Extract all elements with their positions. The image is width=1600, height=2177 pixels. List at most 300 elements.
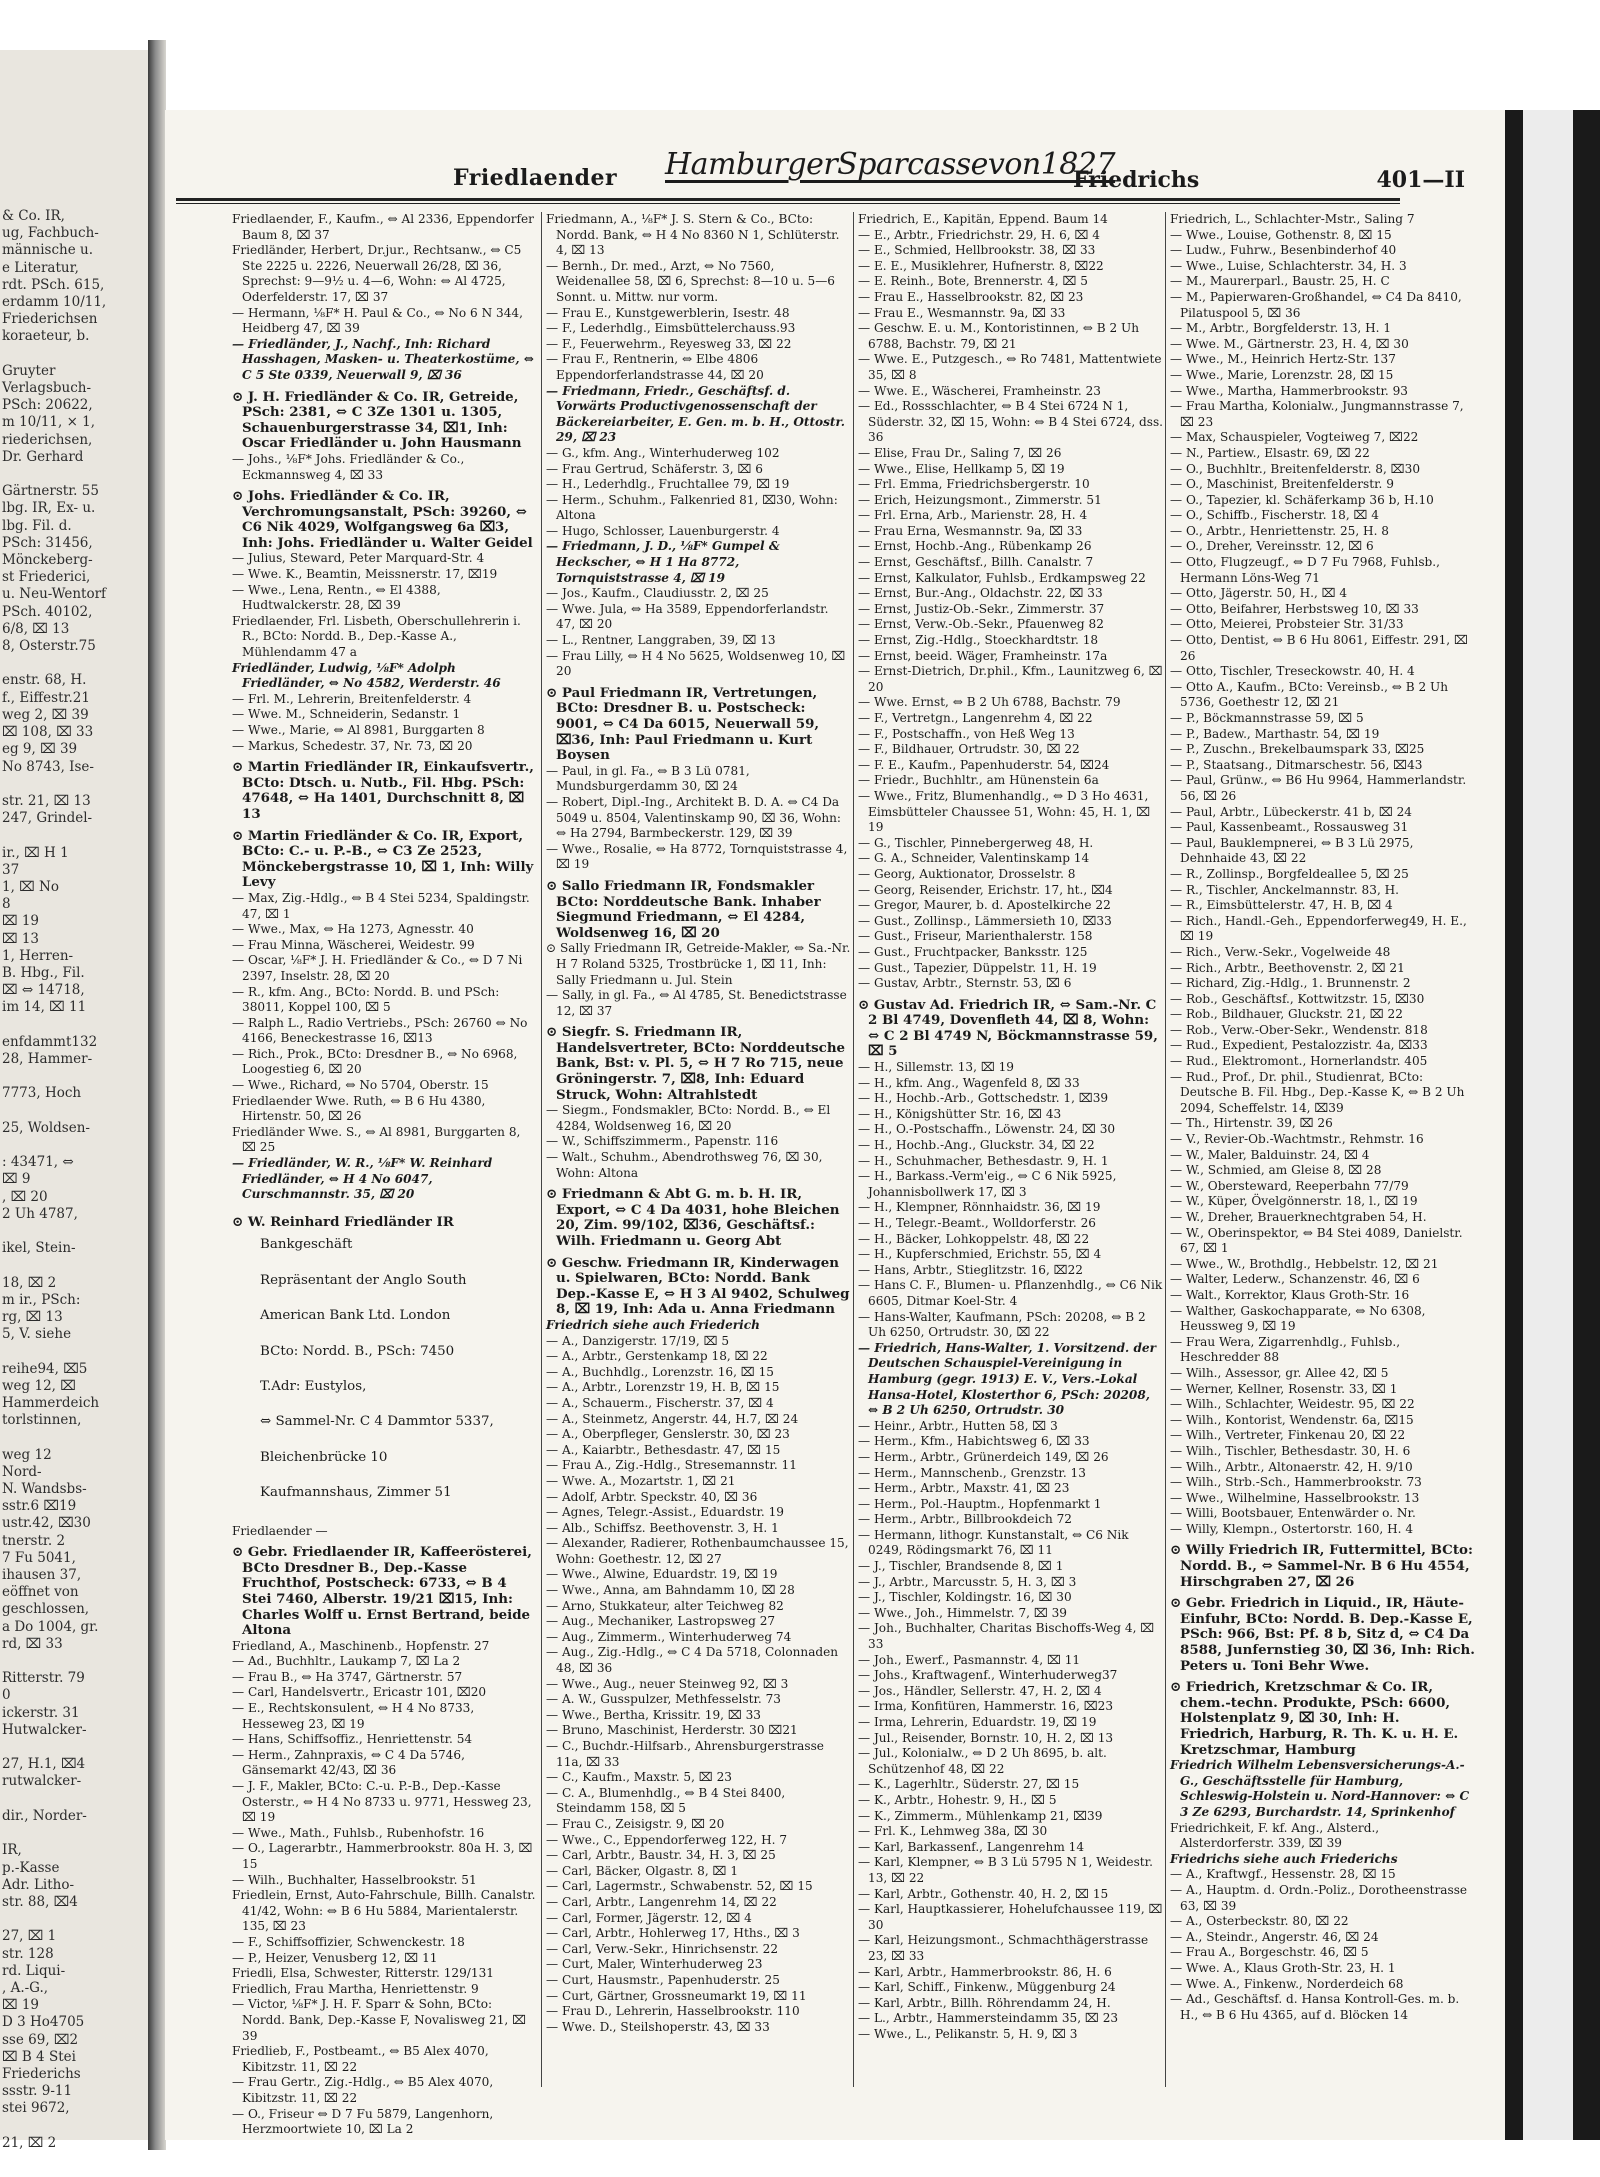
directory-entry: Friedlein, Ernst, Auto-Fahrschule, Billh. Canalstr. 41/42, Wohn: ⇔ B 6 Hu 5884, Marientalerstr. 135, ⌧ 23 — [232, 1888, 536, 1934]
directory-entry: Friedrich siehe auch Friederich — [546, 1317, 760, 1332]
directory-entry: — Karl, Klempner, ⇔ B 3 Lü 5795 N 1, Weidestr. 13, ⌧ 22 — [858, 1855, 1153, 1885]
previous-page-fragment: eöffnet von — [2, 1584, 79, 1601]
previous-page-fragment: 247, Grindel- — [2, 810, 93, 827]
previous-page-fragment: str. 21, ⌧ 13 — [2, 792, 91, 809]
page-header — [165, 145, 1485, 205]
previous-page-fragment: weg 12, ⌧ — [2, 1377, 76, 1394]
previous-page-fragment: lbg. IR, Ex- u. — [2, 500, 96, 517]
previous-page-fragment: 5, V. siehe — [2, 1326, 72, 1343]
previous-page-fragment: 2 Uh 4787, — [2, 1205, 78, 1222]
directory-entry: — Wwe., Rosalie, ⇔ Ha 8772, Tornquiststrasse 4, ⌧ 19 — [546, 841, 848, 872]
directory-entry: — A., Osterbeckstr. 80, ⌧ 22 — [1170, 1914, 1349, 1929]
directory-entry: — Rud., Prof., Dr. phil., Studienrat, BCto: Deutsche B. Fil. Hbg., Dep.-Kasse K, ⇔ B 2 Uh 2094, Scheffelstr. 14, ⌧39 — [1170, 1069, 1465, 1115]
directory-entry: — Wwe., C., Eppendorferweg 122, H. 7 — [546, 1832, 788, 1847]
directory-entry: — Joh., Ewerf., Pasmannstr. 4, ⌧ 11 — [858, 1652, 1081, 1667]
previous-page-fragment: geschlossen, — [2, 1601, 90, 1618]
directory-entry: — Rob., Verw.-Ober-Sekr., Wendenstr. 818 — [1170, 1022, 1428, 1037]
directory-entry: — Max, Schauspieler, Vogteiweg 7, ⌧22 — [1170, 430, 1419, 445]
directory-entry: — Ernst, Zig.-Hdlg., Stoeckhardtstr. 18 — [858, 633, 1099, 648]
previous-page-text-fragments — [0, 50, 150, 2152]
directory-entry: — Gustav, Arbtr., Sternstr. 53, ⌧ 6 — [858, 976, 1072, 991]
directory-entry: — Wwe. Jula, ⇔ Ha 3589, Eppendorferlandstr. 47, ⌧ 20 — [546, 601, 829, 632]
firm-entry: ⊙ Gustav Ad. Friedrich IR, ⇔ Sam.-Nr. C 2 Bl 4749, Dovenfleth 44, ⌧ 8, Wohn: ⇔ C 2 Bl 4749 N, Böckmannstrasse 59, ⌧ 5 — [858, 996, 1158, 1060]
directory-entry: — K., Zimmerm., Mühlenkamp 21, ⌧39 — [858, 1808, 1103, 1823]
directory-entry: — Irma, Lehrerin, Eduardstr. 19, ⌧ 19 — [858, 1715, 1097, 1729]
directory-entry: — Hans-Walter, Kaufmann, PSch: 20208, ⇔ B 2 Uh 6250, Ortrudstr. 30, ⌧ 22 — [858, 1309, 1146, 1340]
directory-entry: — Agnes, Telegr.-Assist., Eduardstr. 19 — [546, 1505, 784, 1520]
directory-entry: — Th., Hirtenstr. 39, ⌧ 26 — [1170, 1116, 1333, 1131]
directory-entry: — Geschw. E. u. M., Kontoristinnen, ⇔ B 2 Uh 6788, Bachstr. 79, ⌧ 21 — [858, 321, 1139, 351]
directory-entry: — Bernh., Dr. med., Arzt, ⇔ No 7560, Weidenallee 58, ⌧ 6, Sprechst: 8—10 u. 5—6 Sonnt. u. Mittw. nur vorm. — [546, 258, 835, 304]
directory-entry: — Herm., Pol.-Hauptm., Hopfenmarkt 1 — [858, 1496, 1102, 1511]
directory-entry: — Frau Lilly, ⇔ H 4 No 5625, Woldsenweg 10, ⌧ 20 — [546, 648, 846, 679]
directory-entry: Friedrich, E., Kapitän, Eppend. Baum 14 — [858, 212, 1108, 226]
directory-entry: — Friedländer, J., Nachf., Inh: Richard Hasshagen, Masken- u. Theaterkostüme, ⇔ C 5 Ste 0339, Neuerwall 9, ⌧ 36 — [232, 336, 534, 382]
directory-entry: Friedlieb, F., Postbeamt., ⇔ B5 Alex 4070, Kibitzstr. 11, ⌧ 22 — [232, 2044, 489, 2074]
directory-entry: — Joh., Buchhalter, Charitas Bischoffs-Weg 4, ⌧ 33 — [858, 1621, 1155, 1652]
directory-entry: Friedli, Elsa, Schwester, Ritterstr. 129/131 — [232, 1966, 494, 1981]
directory-entry: — Ed., Rossschlachter, ⇔ B 4 Stei 6724 N 1, Süderstr. 32, ⌧ 15, Wohn: ⇔ B 4 Stei 6724, dss. 36 — [858, 399, 1164, 445]
header-rule — [176, 198, 1400, 201]
directory-entry: — Carl, Arbtr., Baustr. 34, H. 3, ⌧ 25 — [546, 1848, 776, 1863]
previous-page-fragment: a Do 1004, gr. — [2, 1618, 99, 1635]
directory-entry: — H., Lederhdlg., Fruchtallee 79, ⌧ 19 — [546, 477, 790, 492]
previous-page-fragment: e Literatur, — [2, 259, 79, 276]
advert-line: Kaufmannshaus, Zimmer 51 — [260, 1485, 452, 1501]
directory-entry: — Hans, Arbtr., Stieglitzstr. 16, ⌧22 — [858, 1262, 1083, 1277]
directory-entry: — Wwe., Richard, ⇔ No 5704, Oberstr. 15 — [232, 1078, 489, 1093]
directory-entry: Friedrich, L., Schlachter-Mstr., Saling 7 — [1170, 212, 1415, 226]
directory-entry: — E. Reinh., Bote, Brennerstr. 4, ⌧ 5 — [858, 274, 1088, 289]
directory-entry: — Wwe., Anna, am Bahndamm 10, ⌧ 28 — [546, 1583, 795, 1598]
directory-entry: — Carl, Lagermstr., Schwabenstr. 52, ⌧ 15 — [546, 1879, 813, 1894]
directory-entry: — Frau A., Zig.-Hdlg., Stresemannstr. 11 — [546, 1458, 797, 1473]
directory-entry: — F., Lederhdlg., Eimsbüttelerchauss.93 — [546, 321, 796, 336]
directory-entry: — Wwe., Wilhelmine, Hasselbrookstr. 13 — [1170, 1490, 1420, 1505]
directory-entry: — Wwe. K., Beamtin, Meissnerstr. 17, ⌧19 — [232, 567, 498, 582]
directory-entry: Friedlaender, F., Kaufm., ⇔ Al 2336, Eppendorfer Baum 8, ⌧ 37 — [232, 212, 534, 242]
directory-entry: — F., Schiffsoffizier, Schwenckestr. 18 — [232, 1934, 465, 1949]
previous-page-fragment: Friederichsen — [2, 311, 98, 328]
directory-entry: — Wwe. M., Schneiderin, Sedanstr. 1 — [232, 707, 461, 722]
directory-entry: — Paul, in gl. Fa., ⇔ B 3 Lü 0781, Mundsburgerdamm 30, ⌧ 24 — [546, 763, 750, 794]
previous-page-fragment: ⌧ 19 — [2, 1997, 40, 2014]
directory-entry: — Wwe., Martha, Hammerbrookstr. 93 — [1170, 383, 1408, 398]
directory-entry: — P., Staatsang., Ditmarschestr. 56, ⌧43 — [1170, 757, 1423, 772]
directory-entry: — Hermann, ⅛F* H. Paul & Co., ⇔ No 6 N 344, Heidberg 47, ⌧ 39 — [232, 305, 523, 336]
directory-entry: — Rob., Bildhauer, Gluckstr. 21, ⌧ 22 — [1170, 1007, 1403, 1022]
advert-line: ⇔ Sammel-Nr. C 4 Dammtor 5337, — [260, 1414, 494, 1430]
directory-entry: — F., Vertretgn., Langenrehm 4, ⌧ 22 — [858, 711, 1093, 725]
directory-entry: — Gust., Friseur, Marienthalerstr. 158 — [858, 929, 1093, 944]
previous-page-fragment: enfdammt132 — [2, 1033, 98, 1050]
directory-entry: — O., Lagerarbtr., Hammerbrookstr. 80a H. 3, ⌧ 15 — [232, 1841, 533, 1871]
directory-column-3 — [858, 212, 1163, 2092]
directory-entry: — Wwe. D., Steilshoperstr. 43, ⌧ 33 — [546, 2019, 770, 2034]
directory-entry: — A., Arbtr., Gerstenkamp 18, ⌧ 22 — [546, 1349, 768, 1364]
directory-entry: — Max, Zig.-Hdlg., ⇔ B 4 Stei 5234, Spaldingstr. 47, ⌧ 1 — [232, 890, 530, 921]
directory-entry: — O., Friseur ⇔ D 7 Fu 5879, Langenhorn, Herzmoortwiete 10, ⌧ La 2 — [232, 2106, 494, 2137]
directory-entry: — Frau C., Zeisigstr. 9, ⌧ 20 — [546, 1816, 725, 1831]
directory-entry: — O., Buchhltr., Breitenfelderstr. 8, ⌧30 — [1170, 461, 1421, 476]
previous-page-fragment: 8 — [2, 896, 11, 913]
directory-entry: — H., Sillemstr. 13, ⌧ 19 — [858, 1060, 1014, 1075]
directory-entry: — Otto, Tischler, Treseckowstr. 40, H. 4 — [1170, 664, 1415, 679]
directory-entry: — O., Tapezier, kl. Schäferkamp 36 b, H.10 — [1170, 492, 1434, 507]
previous-page-fragment: f., Eiffestr.21 — [2, 689, 90, 706]
directory-entry: — Frau Martha, Kolonialw., Jungmannstrasse 7, ⌧ 23 — [1170, 399, 1464, 429]
previous-page-fragment: & Co. IR, — [2, 208, 65, 224]
directory-entry: — W., Schiffszimmerm., Papenstr. 116 — [546, 1134, 779, 1149]
previous-page-fragment: 0 — [2, 1687, 11, 1704]
directory-entry: — Wwe. A., Mozartstr. 1, ⌧ 21 — [546, 1473, 736, 1488]
directory-entry: — Walther, Gaskochapparate, ⇔ No 6308, Heussweg 9, ⌧ 19 — [1170, 1303, 1426, 1334]
entry-gap — [232, 1203, 537, 1209]
directory-entry: — Werner, Kellner, Rosenstr. 33, ⌧ 1 — [1170, 1381, 1398, 1396]
directory-entry: — Wwe., Marie, ⇔ Al 8981, Burggarten 8 — [232, 723, 485, 737]
previous-page-fragment: ir., ⌧ H 1 — [2, 844, 69, 861]
previous-page-fragment — [2, 1739, 150, 1756]
previous-page-fragment — [2, 1103, 150, 1120]
directory-entry: — Hans, Schiffsoffiz., Henriettenstr. 54 — [232, 1732, 473, 1747]
directory-entry: Friedrichs siehe auch Friederichs — [1170, 1851, 1398, 1866]
previous-page-fragment — [2, 1223, 150, 1240]
previous-page-fragment: p.-Kasse — [2, 1859, 60, 1876]
previous-page-fragment: Gruyter — [2, 362, 56, 379]
directory-entry: — C., Buchdr.-Hilfsarb., Ahrensburgerstrasse 11a, ⌧ 33 — [546, 1739, 824, 1769]
previous-page-fragment: u. Neu-Wentorf — [2, 586, 107, 603]
directory-entry: — L., Arbtr., Hammersteindamm 35, ⌧ 23 — [858, 2011, 1119, 2026]
directory-entry: — Frau E., Wesmannstr. 9a, ⌧ 33 — [858, 305, 1066, 320]
directory-entry: — Herm., Kfm., Habichtsweg 6, ⌧ 33 — [858, 1434, 1090, 1449]
previous-page-fragment — [2, 1257, 150, 1274]
firm-entry: ⊙ Paul Friedmann IR, Vertretungen, BCto: Dresdner B. u. Postscheck: 9001, ⇔ C4 Da 6015, Neuerwall 59, ⌧36, Inh: Paul Friedmann u. Kurt Boysen — [546, 684, 820, 764]
directory-entry: — G., Tischler, Pinnebergerweg 48, H. — [858, 835, 1094, 850]
directory-entry: — A., Hauptm. d. Ordn.-Poliz., Dorotheenstrasse 63, ⌧ 39 — [1170, 1882, 1468, 1913]
directory-entry: — J., Tischler, Brandsende 8, ⌧ 1 — [858, 1559, 1064, 1574]
directory-entry: — Georg, Reisender, Erichstr. 17, ht., ⌧4 — [858, 882, 1113, 897]
directory-entry: — Karl, Schiff., Finkenw., Müggenburg 24 — [858, 1980, 1116, 1995]
directory-entry: — Hugo, Schlosser, Lauenburgerstr. 4 — [546, 523, 780, 538]
firm-entry: ⊙ Gebr. Friedrich in Liquid., IR, Häute-Einfuhr, BCto: Nordd. B. Dep.-Kasse E, PSch: 966, Bst: Pf. 8 b, Sitz d, ⇔ C4 Da 8588, Junfernstieg 30, ⌧ 36, Inh: Rich. Peters u. Toni Behr Wwe. — [1170, 1595, 1475, 1674]
directory-entry: — F. E., Kaufm., Papenhuderstr. 54, ⌧24 — [858, 757, 1110, 772]
previous-page-fragment: reihe94, ⌧5 — [2, 1360, 88, 1377]
firm-entry: ⊙ Friedrich, Kretzschmar & Co. IR, chem.-techn. Produkte, PSch: 6600, Holstenplatz 9, ⌧ 30, Inh: H. Friedrich, Harburg, R. Th. K. u. H. E. Kretzschmar, Hamburg — [1170, 1679, 1459, 1758]
directory-entry: — Markus, Schedestr. 37, Nr. 73, ⌧ 20 — [232, 738, 473, 753]
directory-entry: — Friedr., Buchhltr., am Hünenstein 6a — [858, 773, 1099, 788]
previous-page-fragment: D 3 Ho4705 — [2, 2014, 85, 2031]
directory-entry: — Jos., Händler, Sellerstr. 47, H. 2, ⌧ 4 — [858, 1683, 1102, 1698]
previous-page-fragment: torlstinnen, — [2, 1412, 82, 1429]
previous-page-fragment — [2, 827, 150, 844]
directory-entry: — Ernst, Geschäftsf., Billh. Canalstr. 7 — [858, 555, 1094, 570]
directory-entry: — Ernst, Kalkulator, Fuhlsb., Erdkampsweg 22 — [858, 570, 1146, 585]
directory-entry: — Johs., ⅛F* Johs. Friedländer & Co., Eckmannsweg 4, ⌧ 33 — [232, 451, 465, 482]
directory-entry: — A., Kraftwgf., Hessenstr. 28, ⌧ 15 — [1170, 1867, 1396, 1882]
previous-page-fragment — [2, 1343, 150, 1360]
column-separator-2 — [853, 212, 854, 2087]
previous-page-fragment: rg, ⌧ 13 — [2, 1309, 63, 1325]
directory-entry: — P., Böckmannstrasse 59, ⌧ 5 — [1170, 711, 1364, 725]
directory-entry: — O., Arbtr., Henriettenstr. 25, H. 8 — [1170, 523, 1389, 538]
directory-entry: — Frau Gertr., Zig.-Hdlg., ⇔ B5 Alex 4070, Kibitzstr. 11, ⌧ 22 — [232, 2075, 494, 2105]
directory-entry: — Herm., Arbtr., Maxstr. 41, ⌧ 23 — [858, 1481, 1070, 1496]
directory-entry: Friedland, A., Maschinenb., Hopfenstr. 27 — [232, 1638, 490, 1653]
previous-page-fragment — [2, 346, 150, 363]
previous-page-fragment: 7 Fu 5041, — [2, 1549, 76, 1566]
directory-entry: — Carl, Verw.-Sekr., Hinrichsenstr. 22 — [546, 1941, 779, 1956]
previous-page-fragment: enstr. 68, H. — [2, 672, 87, 689]
directory-entry: — Carl, Handelsvertr., Ericastr 101, ⌧20 — [232, 1685, 487, 1700]
directory-entry: — Karl, Arbtr., Hammerbrookstr. 86, H. 6 — [858, 1964, 1112, 1979]
directory-entry: — Wwe. E., Putzgesch., ⇔ Ro 7481, Mattentwiete 35, ⌧ 8 — [858, 352, 1162, 382]
directory-entry: — Ernst, beeid. Wäger, Framheinstr. 17a — [858, 648, 1108, 663]
previous-page-fragment: IR, — [2, 1842, 22, 1859]
directory-entry: — F., Feuerwehrm., Reyesweg 33, ⌧ 22 — [546, 336, 792, 351]
directory-entry: — M., Papierwaren-Großhandel, ⇔ C4 Da 8410, Pilatuspool 5, ⌧ 36 — [1170, 289, 1462, 320]
book-spine-shadow — [148, 40, 166, 2150]
previous-page-fragment: rd, ⌧ 33 — [2, 1635, 63, 1652]
header-advertisement-logo: HamburgerSparcassevon1827 — [665, 147, 1116, 182]
directory-entry: — Hermann, lithogr. Kunstanstalt, ⇔ C6 Nik 0249, Rödingsmarkt 76, ⌧ 11 — [858, 1527, 1129, 1558]
firm-entry: ⊙ W. Reinhard Friedländer IR — [232, 1213, 454, 1230]
directory-entry: — Carl, Arbtr., Langenrehm 14, ⌧ 22 — [546, 1894, 777, 1909]
firm-entry: ⊙ Johs. Friedländer & Co. IR, Verchromungsanstalt, PSch: 39260, ⇔ C6 Nik 4029, Wolfgangsweg 6a ⌧3, Inh: Johs. Friedländer u. Walter Geidel — [232, 488, 533, 551]
directory-entry: — Rich., Prok., BCto: Dresdner B., ⇔ No 6968, Loogestieg 6, ⌧ 20 — [232, 1046, 518, 1077]
directory-entry: — Willi, Bootsbauer, Entenwärder o. Nr. — [1170, 1506, 1416, 1521]
directory-entry: Friedlich, Frau Martha, Henriettenstr. 9 — [232, 1981, 479, 1996]
firm-entry: ⊙ Geschw. Friedmann IR, Kinderwagen u. Spielwaren, BCto: Nordd. Bank Dep.-Kasse E, ⇔ H 3 Al 9402, Schulweg 8, ⌧ 19, Inh: Ada u. Anna Friedmann — [546, 1254, 850, 1318]
firm-entry: ⊙ Sallo Friedmann IR, Fondsmakler BCto: Norddeutsche Bank. Inhaber Siegmund Friedmann, ⇔ El 4284, Woldsenweg 16, ⌧ 20 — [546, 877, 821, 941]
directory-entry: — W., Dreher, Brauerknechtgraben 54, H. — [1170, 1210, 1427, 1224]
previous-page-fragment: PSch: 20622, — [2, 397, 93, 414]
directory-entry: — Julius, Steward, Peter Marquard-Str. 4 — [232, 551, 485, 566]
previous-page-fragment: ⌧ 13 — [2, 930, 40, 947]
directory-entry: — Wilh., Strb.-Sch., Hammerbrookstr. 73 — [1170, 1475, 1422, 1490]
directory-entry: — Carl, Bäcker, Olgastr. 8, ⌧ 1 — [546, 1863, 739, 1878]
directory-entry: — Wilh., Vertreter, Finkenau 20, ⌧ 22 — [1170, 1428, 1406, 1443]
directory-entry: — Herm., Zahnpraxis, ⇔ C 4 Da 5746, Gänsemarkt 42/43, ⌧ 36 — [232, 1747, 465, 1778]
directory-entry: — Arno, Stukkateur, alter Teichweg 82 — [546, 1598, 784, 1613]
previous-page-fragment: ug, Fachbuch- — [2, 225, 99, 242]
previous-page-fragment: 7773, Hoch — [2, 1085, 82, 1102]
directory-entry: — Frau D., Lehrerin, Hasselbrookstr. 110 — [546, 2004, 800, 2019]
directory-entry: — A. W., Gusspulzer, Methfesselstr. 73 — [546, 1692, 781, 1707]
directory-entry: — Alexander, Radierer, Rothenbaumchaussee 15, Wohn: Goethestr. 12, ⌧ 27 — [546, 1536, 849, 1566]
firm-entry: ⊙ J. H. Friedländer & Co. IR, Getreide, PSch: 2381, ⇔ C 3Ze 1301 u. 1305, Schauenburgerstrasse 34, ⌧1, Inh: Oscar Friedländer u. John Hausmann — [232, 388, 522, 452]
directory-entry: — M., Arbtr., Borgfelderstr. 13, H. 1 — [1170, 321, 1392, 336]
directory-entry: — Jul., Reisender, Bornstr. 10, H. 2, ⌧ 13 — [858, 1730, 1114, 1745]
directory-entry: — Ernst, Bur.-Ang., Oldachstr. 22, ⌧ 33 — [858, 586, 1103, 601]
directory-entry: — Curt, Hausmstr., Papenhuderstr. 25 — [546, 1972, 780, 1987]
previous-page-fragment: riederichsen, — [2, 431, 93, 448]
directory-entry: — H., Klempner, Rönnhaidstr. 36, ⌧ 19 — [858, 1200, 1101, 1215]
previous-page-fragment: weg 2, ⌧ 39 — [2, 706, 89, 723]
previous-page-fragment: m ir., PSch: — [2, 1291, 81, 1308]
previous-page-fragment — [2, 1429, 150, 1446]
directory-entry: — Elise, Frau Dr., Saling 7, ⌧ 26 — [858, 445, 1062, 460]
directory-entry: — Ernst-Dietrich, Dr.phil., Kfm., Launitzweg 6, ⌧ 20 — [858, 664, 1163, 694]
directory-entry: — Carl, Arbtr., Hohlerweg 17, Hths., ⌧ 3 — [546, 1926, 800, 1941]
directory-column-4 — [1170, 212, 1475, 2092]
directory-entry: Friedländer, Ludwig, ⅛F* Adolph Friedländer, ⇔ No 4582, Werderstr. 46 — [232, 660, 501, 691]
previous-page-fragment: str. 128 — [2, 1945, 54, 1962]
directory-entry: — J., Tischler, Koldingstr. 16, ⌧ 30 — [858, 1590, 1072, 1605]
directory-entry: — Wwe., Elise, Hellkamp 5, ⌧ 19 — [858, 461, 1065, 476]
previous-page-fragment: Nord- — [2, 1463, 42, 1480]
directory-entry: — Adolf, Arbtr. Speckstr. 40, ⌧ 36 — [546, 1489, 758, 1504]
directory-entry: — Herm., Schuhm., Falkenried 81, ⌧30, Wohn: Altona — [546, 492, 838, 523]
directory-entry: — Oscar, ⅛F* J. H. Friedländer & Co., ⇔ D 7 Ni 2397, Inselstr. 28, ⌧ 20 — [232, 953, 523, 983]
previous-page-fragment: stei 9672, — [2, 2100, 70, 2117]
previous-page-fragment — [2, 655, 150, 672]
directory-entry: — Wwe., Bertha, Krissitr. 19, ⌧ 33 — [546, 1707, 761, 1722]
directory-entry: — L., Rentner, Langgraben, 39, ⌧ 13 — [546, 633, 776, 648]
directory-entry: — Wwe., Lena, Rentn., ⇔ El 4388, Hudtwalckerstr. 28, ⌧ 39 — [232, 582, 441, 613]
directory-entry: — Rud., Expedient, Pestalozzistr. 4a, ⌧33 — [1170, 1038, 1428, 1053]
directory-entry: — Friedmann, Friedr., Geschäftsf. d. Vorwärts Productivgenossenschaft der Bäckereiarbeiter, E. Gen. m. b. H., Ottostr. 29, ⌧ 23 — [546, 383, 845, 445]
directory-entry: — R., Zollinsp., Borgfeldeallee 5, ⌧ 25 — [1170, 866, 1409, 881]
previous-page-fragment: ⌧ 9 — [2, 1171, 31, 1188]
directory-entry: — Frau E., Hasselbrookstr. 82, ⌧ 23 — [858, 289, 1084, 304]
directory-entry: — Wilh., Buchhalter, Hasselbrookstr. 51 — [232, 1872, 477, 1887]
directory-entry: Friedlaender — — [232, 1523, 328, 1538]
directory-entry: — G., kfm. Ang., Winterhuderweg 102 — [546, 445, 780, 460]
directory-entry: — Wwe., Max, ⇔ Ha 1273, Agnesstr. 40 — [232, 922, 474, 937]
previous-page-fragment: Dr. Gerhard — [2, 448, 84, 465]
firm-entry: ⊙ Friedmann & Abt G. m. b. H. IR, Export, ⇔ C 4 Da 4031, hohe Bleichen 20, Zim. 99/102, ⌧36, Geschäftsf.: Wilh. Friedmann u. Georg Abt — [546, 1186, 840, 1249]
directory-entry: — Gust., Zollinsp., Lämmersieth 10, ⌧33 — [858, 913, 1112, 928]
previous-page-fragment — [2, 2118, 150, 2135]
directory-entry: — Otto, Dentist, ⇔ B 6 Hu 8061, Eiffestr. 291, ⌧ 26 — [1170, 633, 1468, 663]
directory-entry: — Wwe., M., Heinrich Hertz-Str. 137 — [1170, 352, 1396, 367]
directory-entry: — K., Arbtr., Hohestr. 9, H., ⌧ 5 — [858, 1792, 1057, 1807]
directory-entry: — Rich., Handl.-Geh., Eppendorferweg49, H. E., ⌧ 19 — [1170, 913, 1467, 944]
directory-entry: — O., Maschinist, Breitenfelderstr. 9 — [1170, 477, 1394, 492]
directory-entry: — A., Kaiarbtr., Bethesdastr. 47, ⌧ 15 — [546, 1442, 781, 1457]
directory-entry: — Friedrich, Hans-Walter, 1. Vorsitzend. der Deutschen Schauspiel-Vereinigung in Hamburg (gegr. 1913) E. V., Vers.-Lokal Hansa-Hotel, Klosterthor 6, PSch: 20208, ⇔ B 2 Uh 6250, Ortrudstr. 30 — [858, 1340, 1157, 1418]
directory-entry: — Georg, Auktionator, Drosselstr. 8 — [858, 866, 1076, 881]
directory-entry: — W., Küper, Övelgönnerstr. 18, l., ⌧ 19 — [1170, 1194, 1418, 1209]
directory-entry: — Walt., Schuhm., Abendrothsweg 76, ⌧ 30, Wohn: Altona — [546, 1150, 823, 1180]
previous-page-fragment: koraeteur, b. — [2, 328, 90, 345]
directory-entry: — Paul, Grünw., ⇔ B6 Hu 9964, Hammerlandstr. 56, ⌧ 26 — [1170, 773, 1467, 803]
previous-page-fragment: rutwalcker- — [2, 1773, 82, 1790]
advert-line: T.Adr: Eustylos, — [260, 1378, 367, 1394]
previous-page-fragment: N. Wandsbs- — [2, 1481, 87, 1498]
previous-page-fragment: Hammerdeich — [2, 1395, 100, 1412]
previous-page-fragment: ssstr. 9-11 — [2, 2083, 73, 2100]
directory-entry: — Willy, Klempn., Ostertorstr. 160, H. 4 — [1170, 1521, 1414, 1536]
previous-page-fragment: eg 9, ⌧ 39 — [2, 741, 78, 758]
directory-entry: Friedmann, A., ⅛F* J. S. Stern & Co., BCto: Nordd. Bank, ⇔ H 4 No 8360 N 1, Schlüterstr. 4, ⌧ 13 — [546, 212, 840, 258]
previous-page-fragment: m 10/11, × 1, — [2, 414, 96, 431]
previous-page-fragment: ⌧ 108, ⌧ 33 — [2, 724, 94, 741]
directory-entry: — A., Steinmetz, Angerstr. 44, H.7, ⌧ 24 — [546, 1411, 799, 1426]
directory-entry: — Friedmann, J. D., ⅛F* Gumpel & Heckscher, ⇔ H 1 Ha 8772, Tornquiststrasse 4, ⌧ 19 — [546, 539, 780, 585]
directory-entry: — H., O.-Postschaffn., Löwenstr. 24, ⌧ 30 — [858, 1122, 1116, 1137]
scan-edge-bar — [1505, 110, 1600, 2140]
directory-entry: Friedrich Wilhelm Lebensversicherungs-A.-G., Geschäftsstelle für Hamburg, Schleswig-Holstein u. Nord-Hannover: ⇔ C 3 Ze 6293, Burchardstr. 14, Sprinkenhof — [1170, 1758, 1470, 1819]
directory-entry: — Walt., Korrektor, Klaus Groth-Str. 16 — [1170, 1287, 1410, 1302]
directory-entry: — J. F., Makler, BCto: C.-u. P.-B., Dep.-Kasse Osterstr., ⇔ H 4 No 8733 u. 9771, Hessweg 23, ⌧ 19 — [232, 1779, 532, 1825]
previous-page-fragment: 27, H.1, ⌧4 — [2, 1756, 86, 1773]
previous-page-fragment: Hutwalcker- — [2, 1721, 87, 1738]
directory-entry: — Ludw., Fuhrw., Besenbinderhof 40 — [1170, 243, 1397, 258]
directory-entry: — Wilh., Tischler, Bethesdastr. 30, H. 6 — [1170, 1443, 1411, 1458]
directory-entry: — Otto, Meierei, Probsteier Str. 31/33 — [1170, 617, 1404, 632]
directory-column-1 — [232, 212, 537, 2137]
directory-entry: — C., Kaufm., Maxstr. 5, ⌧ 23 — [546, 1770, 732, 1785]
directory-entry: — Wwe., Joh., Himmelstr. 7, ⌧ 39 — [858, 1605, 1067, 1620]
directory-entry: — Rich., Verw.-Sekr., Vogelweide 48 — [1170, 944, 1391, 959]
directory-entry: — Walter, Lederw., Schanzenstr. 46, ⌧ 6 — [1170, 1272, 1420, 1287]
directory-entry: — A., Steindr., Angerstr. 46, ⌧ 24 — [1170, 1929, 1379, 1944]
previous-page-fragment — [2, 776, 150, 793]
directory-entry: — W., Obersteward, Reeperbahn 77/79 — [1170, 1178, 1409, 1193]
directory-entry: — F., Bildhauer, Ortrudstr. 30, ⌧ 22 — [858, 742, 1080, 757]
directory-entry: — Carl, Former, Jägerstr. 12, ⌧ 4 — [546, 1910, 752, 1925]
previous-page-fragment — [2, 466, 150, 483]
directory-entry: — Alb., Schiffsz. Beethovenstr. 3, H. 1 — [546, 1520, 779, 1535]
previous-page-fragment: PSch. 40102, — [2, 603, 93, 620]
directory-entry: — Karl, Heizungsmont., Schmachthägerstrasse 23, ⌧ 33 — [858, 1933, 1149, 1963]
directory-entry: — V., Revier-Ob.-Wachtmstr., Rehmstr. 16 — [1170, 1132, 1424, 1147]
directory-entry: — Ralph L., Radio Vertriebs., PSch: 26760 ⇔ No 4166, Beneckestrasse 16, ⌧13 — [232, 1015, 528, 1046]
directory-entry: — P., Heizer, Venusberg 12, ⌧ 11 — [232, 1950, 438, 1965]
directory-entry: — Karl, Arbtr., Billh. Röhrendamm 24, H. — [858, 1995, 1111, 2010]
firm-entry: ⊙ Gebr. Friedlaender IR, Kaffeerösterei, BCto Dresdner B., Dep.-Kasse Fruchthof, Postscheck: 6733, ⇔ B 4 Stei 7460, Alberstr. 19/21 ⌧15, Inh: Charles Wolff u. Ernst Bertrand, beide Altona — [232, 1544, 532, 1639]
previous-page-fragment: B. Hbg., Fil. — [2, 964, 85, 981]
directory-entry: — Curt, Gärtner, Grossneumarkt 19, ⌧ 11 — [546, 1988, 807, 2003]
previous-page-fragment: Mönckeberg- — [2, 552, 93, 569]
directory-entry: — H., Barkass.-Verm'eig., ⇔ C 6 Nik 5925, Johannisbollwerk 17, ⌧ 3 — [858, 1169, 1117, 1199]
directory-entry: — Wilh., Schlachter, Weidestr. 95, ⌧ 22 — [1170, 1397, 1415, 1412]
directory-entry: — Frau B., ⇔ Ha 3747, Gärtnerstr. 57 — [232, 1669, 463, 1684]
directory-entry: ⊙ Sally Friedmann IR, Getreide-Makler, ⇔ Sa.-Nr. H 7 Roland 5325, Trostbrücke 1, ⌧ 11, Inh: Sally Friedmann u. Jul. Stein — [546, 941, 851, 987]
firm-entry: ⊙ Martin Friedländer IR, Einkaufsvertr., BCto: Dtsch. u. Nutb., Fil. Hbg. PSch: 47648, ⇔ Ha 1401, Durchschnitt 8, ⌧ 13 — [232, 759, 534, 822]
directory-entry: — Frau Gertrud, Schäferstr. 3, ⌧ 6 — [546, 461, 763, 476]
directory-entry: — Paul, Arbtr., Lübeckerstr. 41 b, ⌧ 24 — [1170, 804, 1412, 819]
directory-entry: Friedlaender, Frl. Lisbeth, Oberschullehrerin i. R., BCto: Nordd. B., Dep.-Kasse A., Mühlendamm 47 a — [232, 613, 521, 660]
directory-entry: — Wwe., Alwine, Eduardstr. 19, ⌧ 19 — [546, 1567, 778, 1582]
directory-entry: — Wwe. A., Finkenw., Norderdeich 68 — [1170, 1976, 1404, 1991]
advert-line: BCto: Nordd. B., PSch: 7450 — [260, 1343, 455, 1359]
directory-entry: — A., Buchhdlg., Lorenzstr. 16, ⌧ 15 — [546, 1364, 774, 1379]
previous-page-fragment: 8, Osterstr.75 — [2, 638, 96, 655]
previous-page-fragment: rdt. PSch. 615, — [2, 276, 105, 293]
directory-entry: — H., Schuhmacher, Bethesdastr. 9, H. 1 — [858, 1153, 1109, 1168]
directory-entry: — W., Maler, Balduinstr. 24, ⌧ 4 — [1170, 1147, 1370, 1162]
directory-entry: — A., Danzigerstr. 17/19, ⌧ 5 — [546, 1333, 730, 1348]
directory-entry: — A., Arbtr., Lorenzstr 19, H. B, ⌧ 15 — [546, 1380, 780, 1395]
directory-entry: — E., Rechtskonsulent, ⇔ H 4 No 8733, Hesseweg 23, ⌧ 19 — [232, 1701, 475, 1731]
previous-page-fragment: 6/8, ⌧ 13 — [2, 620, 70, 637]
directory-entry: — Otto A., Kaufm., BCto: Vereinsb., ⇔ B 2 Uh 5736, Goethestr 12, ⌧ 21 — [1170, 679, 1448, 710]
directory-entry: — Curt, Maler, Winterhuderweg 23 — [546, 1957, 763, 1972]
directory-entry: — H., Bäcker, Lohkoppelstr. 48, ⌧ 22 — [858, 1231, 1090, 1246]
previous-page-fragment: Adr. Litho- — [2, 1876, 75, 1893]
previous-page-fragment: ustr.42, ⌧30 — [2, 1515, 91, 1532]
directory-entry: — R., kfm. Ang., BCto: Nordd. B. und PSch: 38011, Koppel 100, ⌧ 5 — [232, 984, 500, 1015]
firm-entry: ⊙ Martin Friedländer & Co. IR, Export, BCto: C.- u. P.-B., ⇔ C3 Ze 2523, Mönckebergstrasse 10, ⌧ 1, Inh: Willy Levy — [232, 827, 534, 891]
directory-entry: — Johs., Kraftwagenf., Winterhuderweg37 — [858, 1668, 1118, 1683]
directory-entry: — Wwe., Math., Fuhlsb., Rubenhofstr. 16 — [232, 1825, 485, 1840]
directory-entry: — Gust., Fruchtpacker, Banksstr. 125 — [858, 944, 1088, 959]
directory-entry: — Gregor, Maurer, b. d. Apostelkirche 22 — [858, 898, 1111, 913]
directory-entry: — Karl, Hauptkassierer, Hohelufchaussee 119, ⌧ 30 — [858, 1902, 1163, 1932]
column-separator-3 — [1165, 212, 1166, 2087]
